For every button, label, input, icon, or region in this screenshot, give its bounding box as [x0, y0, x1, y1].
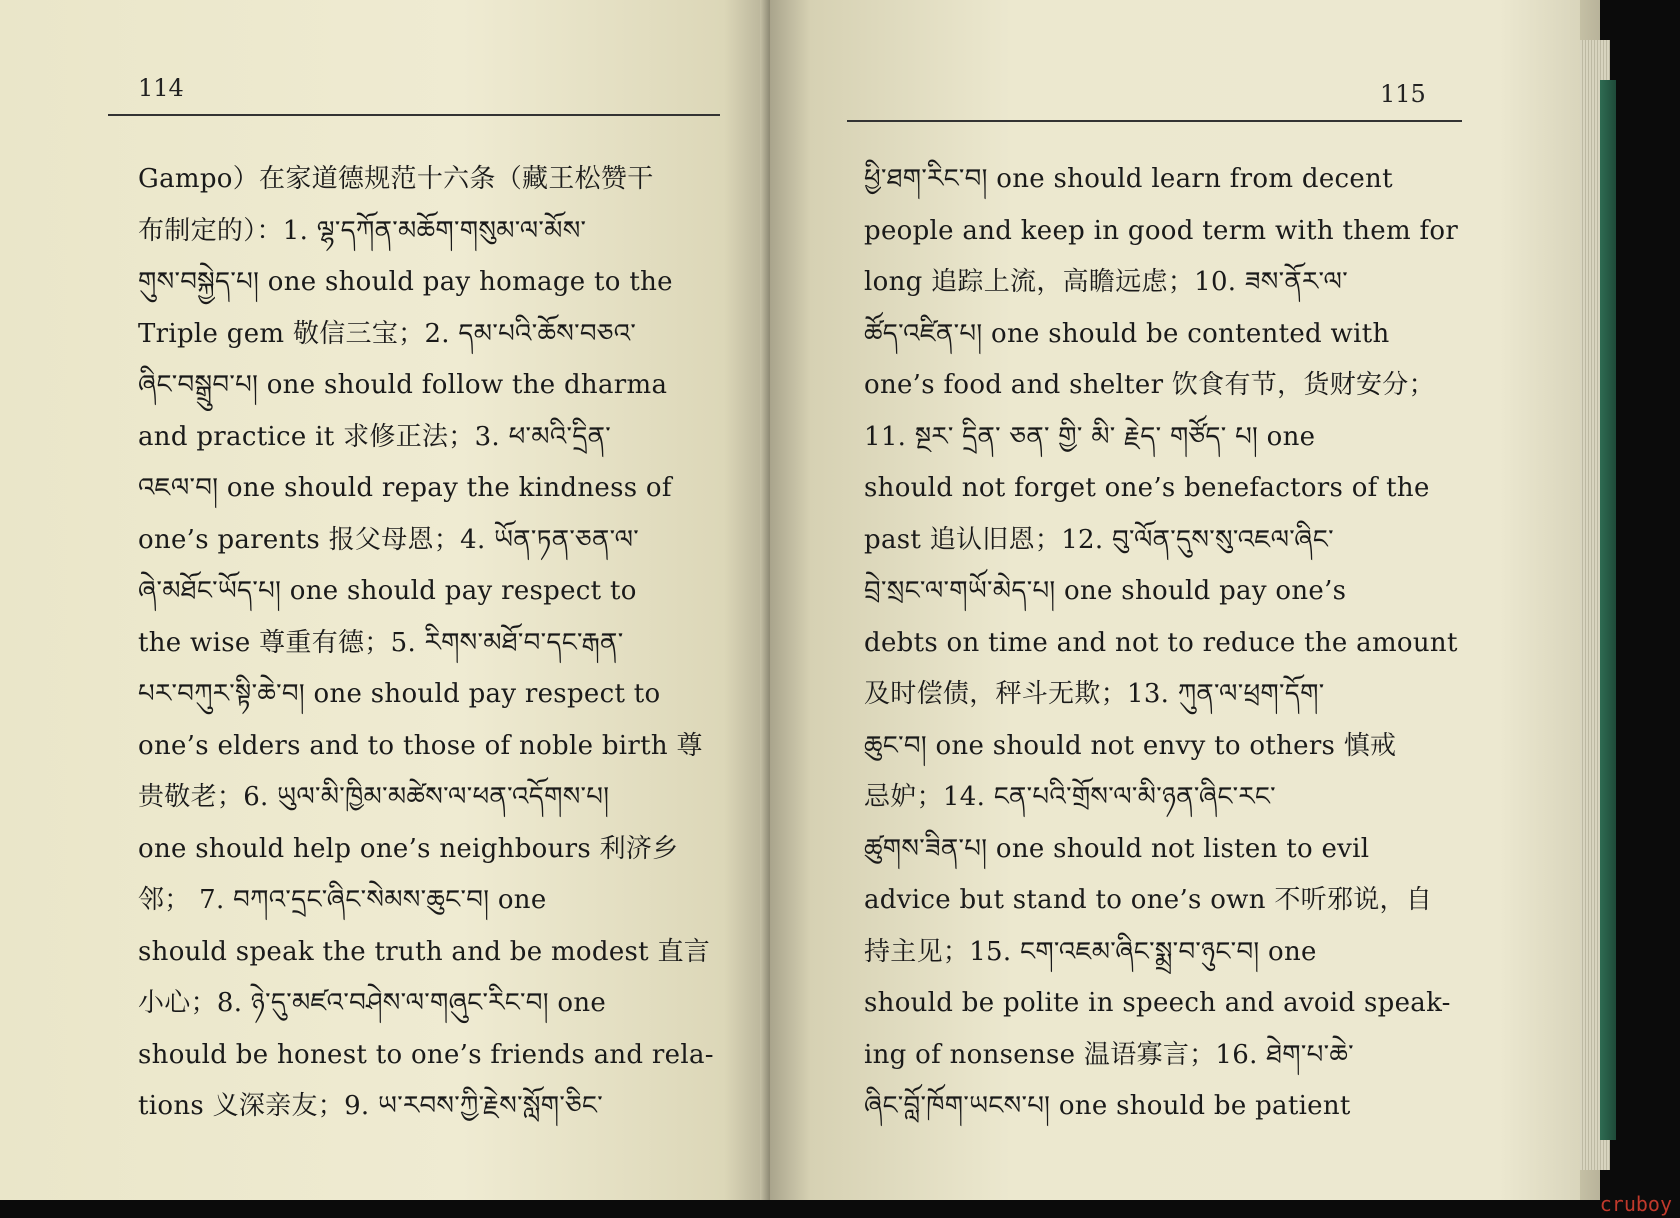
text-line: tions 义深亲友；9. ཡ་རབས་ཀྱི་རྗེས་སློག་ཅིང་ — [138, 1091, 603, 1121]
left-page-text — [138, 154, 728, 1133]
text-line: one’s parents 报父母恩；4. ཡོན་ཏན་ཅན་ལ་ — [138, 524, 639, 555]
right-page-text — [864, 154, 1464, 1133]
text-line: ཚོད་འཛིན་པ། one should be contented with — [864, 318, 1390, 349]
watermark-text: cruboy — [1599, 1192, 1672, 1216]
text-line: 持主见；15. ངག་འཇམ་ཞིང་སྨྲ་བ་ཉུང་བ། one — [864, 936, 1317, 967]
text-line: Gampo）在家道德规范十六条（藏王松赞干 — [138, 164, 654, 194]
text-line: advice but stand to one’s own 不听邪说，自 — [864, 885, 1433, 915]
text-line: one should help one’s neighbours 利济乡 — [138, 833, 679, 864]
text-line: ཚུགས་ཟིན་པ། one should not listen to evil — [864, 833, 1370, 864]
text-line: ཞིང་བསྒྲུབ་པ། one should follow the dharma — [138, 370, 668, 400]
text-line: should be polite in speech and avoid speak- — [864, 988, 1451, 1018]
left-page — [0, 0, 770, 1200]
text-line: ཆུང་བ། one should not envy to others 慎戒 — [864, 730, 1397, 761]
text-line: ing of nonsense 温语寡言；16. ཐེག་པ་ཆེ་ — [864, 1039, 1354, 1070]
text-line: ཞིང་བློ་ཁོག་ཡངས་པ། one should be patient — [864, 1091, 1351, 1121]
text-line: བྲེ་སྲང་ལ་གཡོ་མེད་པ། one should pay one’s — [864, 576, 1347, 606]
text-line: པར་བཀུར་སྟི་ཆེ་བ། one should pay respect to — [138, 679, 661, 709]
text-line: should speak the truth and be modest 直言 — [138, 936, 711, 967]
text-line: 11. སྔར་ དྲིན་ ཅན་ གྱི་ མི་ རྗེད་ གཙོད་ པ། one — [864, 421, 1316, 452]
text-line: and practice it 求修正法；3. ཕ་མའི་དྲིན་ — [138, 421, 612, 452]
text-line: 及时偿债，秤斗无欺；13. ཀུན་ལ་ཕྲག་དོག་ — [864, 679, 1325, 709]
book-cover-edge — [1600, 80, 1616, 1140]
right-page — [770, 0, 1580, 1200]
text-line: the wise 尊重有德；5. རིགས་མཐོ་བ་དང་རྒན་ — [138, 627, 624, 658]
page-number-right: 115 — [1380, 80, 1426, 108]
text-line: 布制定的）：1. ལྷ་དཀོན་མཆོག་གསུམ་ལ་མོས་ — [138, 215, 587, 246]
text-line: long 追踪上流，高瞻远虑；10. ཟས་ནོར་ལ་ — [864, 267, 1348, 297]
text-line: one’s elders and to those of noble birth 尊 — [138, 730, 703, 761]
text-line: people and keep in good term with them for — [864, 215, 1459, 246]
text-line: 小心；8. ཉེ་དུ་མཛའ་བཤེས་ལ་གཞུང་རིང་བ། one — [138, 988, 607, 1018]
text-line: should not forget one’s benefactors of the — [864, 473, 1430, 503]
text-line: 邻； 7. བཀའ་དྲང་ཞིང་སེམས་ཆུང་བ། one — [138, 885, 547, 915]
page-number-left: 114 — [138, 74, 184, 102]
text-line: 忌妒；14. ངན་པའི་གྲོས་ལ་མི་ཉན་ཞིང་རང་ — [864, 782, 1276, 812]
header-rule-left — [108, 114, 720, 116]
text-line: ཞེ་མཐོང་ཡོད་པ། one should pay respect to — [138, 576, 637, 606]
text-line: གུས་བསྐྱེད་པ། one should pay homage to the — [138, 267, 673, 297]
text-line: should be honest to one’s friends and rela- — [138, 1039, 714, 1070]
text-line: ཕྱི་ཐག་རིང་བ། one should learn from decent — [864, 164, 1393, 194]
text-line: past 追认旧恩；12. བུ་ལོན་དུས་སུ་འཇལ་ཞིང་ — [864, 524, 1334, 555]
text-line: Triple gem 敬信三宝；2. དམ་པའི་ཆོས་བཅའ་ — [138, 318, 637, 349]
text-line: one’s food and shelter 饮食有节，货财安分； — [864, 370, 1435, 400]
text-line: debts on time and not to reduce the amount — [864, 627, 1458, 658]
header-rule-right — [847, 120, 1462, 122]
text-line: 贵敬老；6. ཡུལ་མི་ཁྱིམ་མཚེས་ལ་ཕན་འདོགས་པ། — [138, 782, 610, 812]
text-line: འཇལ་བ། one should repay the kindness of — [138, 473, 672, 503]
